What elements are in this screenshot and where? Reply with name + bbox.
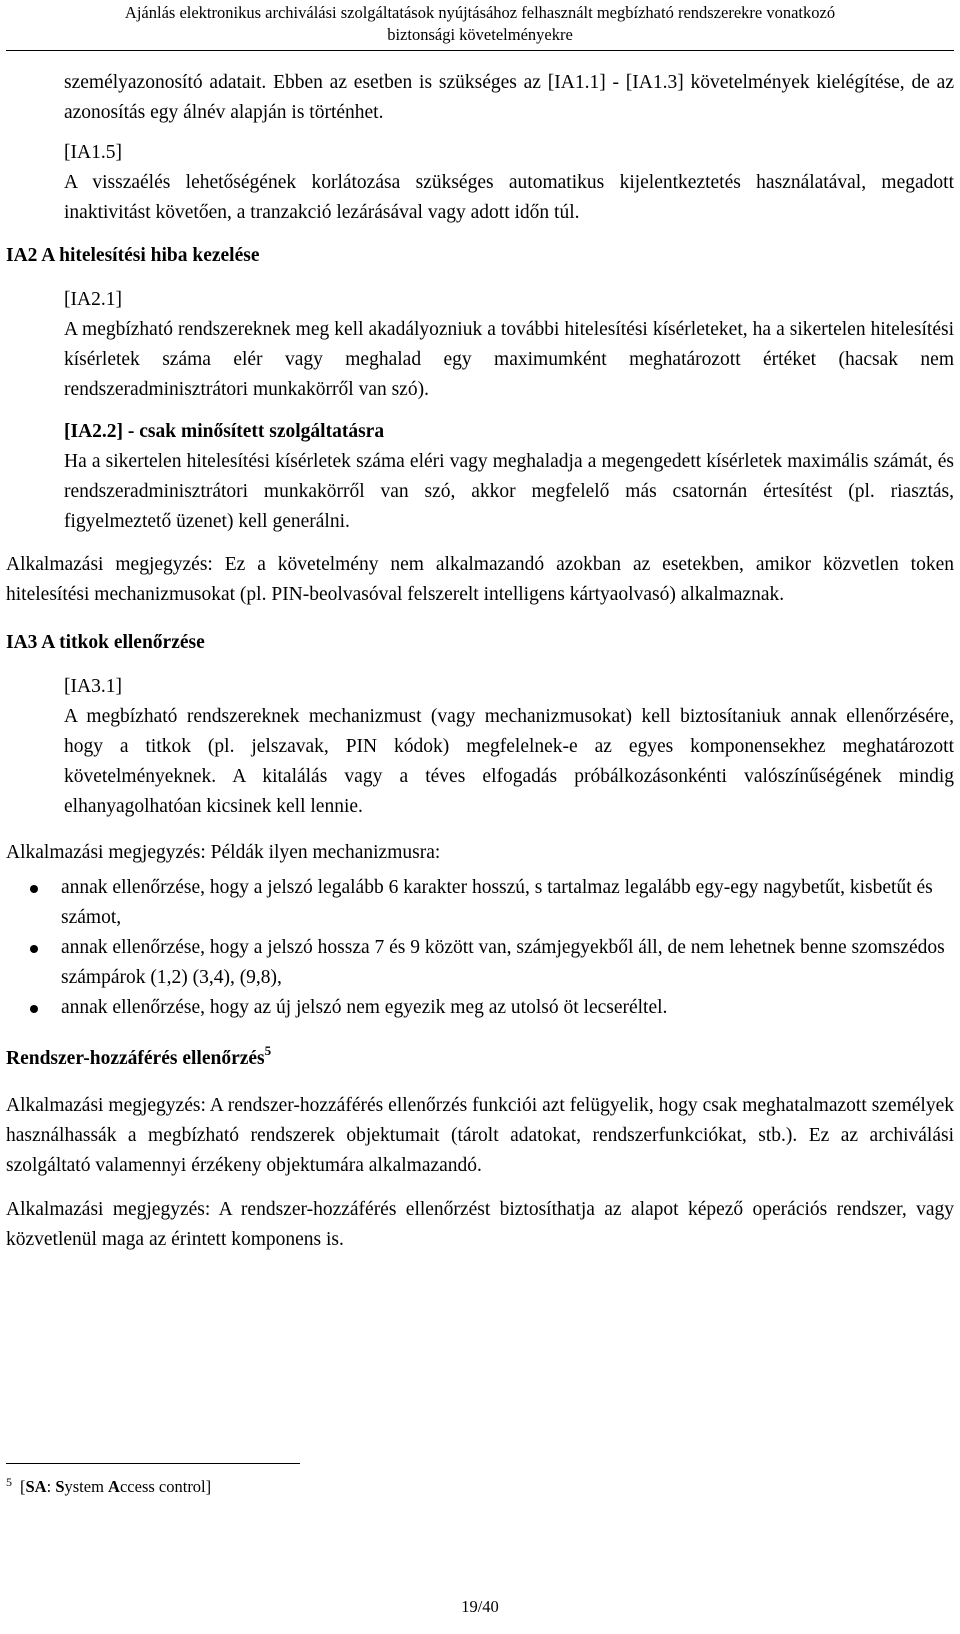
running-header bbox=[0, 2, 960, 46]
requirement-text: A megbízható rendszereknek mechanizmust (vagy mechanizmusokat) kell biztosítaniuk annak ellenőrzésére, hogy a titkok (pl. jelszavak, PIN kódok) megfelelnek-e az egyes komponensekhez meghatározott követelményeknek. A kitalálás vagy a téves elfogadás próbálkozásonkénti valószínűségének mindig elhanyagolhatóan kicsinek kell lennie. bbox=[64, 706, 954, 817]
section-heading-ia3: IA3 A titkok ellenőrzése bbox=[6, 632, 205, 653]
section-heading-ia2: IA2 A hitelesítési hiba kezelése bbox=[6, 245, 260, 266]
requirement-id: [IA2.2] - csak minősített szolgáltatásra bbox=[64, 421, 385, 442]
list-item: annak ellenőrzése, hogy az új jelszó nem egyezik meg az utolsó öt lecseréltel. bbox=[6, 993, 954, 1023]
example-list bbox=[6, 873, 954, 1023]
application-note-ia2: Alkalmazási megjegyzés: Ez a követelmény nem alkalmazandó azokban az esetekben, amikor közvetlen token hitelesítési mechanizmusokat (pl. PIN-beolvasóval felszerelt intelligens kártyaolvasó) alkalmaznak. bbox=[6, 554, 954, 605]
footnote bbox=[6, 1476, 211, 1498]
footnote-divider bbox=[6, 1463, 300, 1464]
application-note-sa-2: Alkalmazási megjegyzés: A rendszer-hozzáférés ellenőrzést biztosíthatja az alapot képező operációs rendszer, vagy közvetlenül maga az érintett komponens is. bbox=[6, 1199, 954, 1250]
footnote-reference[interactable]: 5 bbox=[264, 1042, 272, 1058]
application-note-sa-1: Alkalmazási megjegyzés: A rendszer-hozzáférés ellenőrzés funkciói azt felügyelik, hogy csak meghatalmazott személyek használhassák a megbízható rendszerek objektumait (tárolt adatokat, rendszerfunkciókat, stb.). Ez az archiválási szolgáltató valamennyi érzékeny objektumára alkalmazandó. bbox=[6, 1095, 954, 1176]
header-line-2: biztonsági követelményekre bbox=[387, 25, 573, 44]
requirement-ia2-1 bbox=[64, 285, 954, 405]
header-line-1: Ajánlás elektronikus archiválási szolgáltatások nyújtásához felhasznált megbízható rendszerekre vonatkozó bbox=[124, 3, 836, 22]
requirement-text: A megbízható rendszereknek meg kell akadályozniuk a további hitelesítési kísérleteket, ha a sikertelen hitelesítési kísérletek száma elér vagy meghalad egy maximumként meghatározott értéket (hacsak nem rendszeradminisztrátori munkakörről van szó). bbox=[64, 319, 954, 400]
requirement-text: Ha a sikertelen hitelesítési kísérletek száma eléri vagy meghaladja a megengedett kísérletek maximális számát, és rendszeradminisztrátori munkakörről van szó, akkor megfelelő más csatornán értesítést (pl. riasztás, figyelmeztető üzenet) kell generálni. bbox=[64, 451, 954, 532]
footnote-text: [SA: System Access control] bbox=[20, 1477, 212, 1496]
requirement-text: A visszaélés lehetőségének korlátozása szükséges automatikus kijelentkeztetés használatával, megadott inaktivitást követően, a tranzakció lezárásával vagy adott időn túl. bbox=[64, 172, 954, 223]
page-number: 19/40 bbox=[461, 1597, 499, 1616]
requirement-id: [IA2.1] bbox=[64, 289, 122, 310]
requirement-id: [IA1.5] bbox=[64, 142, 122, 163]
list-item: annak ellenőrzése, hogy a jelszó legalább 6 karakter hosszú, s tartalmaz legalább egy-egy nagybetűt, kisbetűt és számot, bbox=[6, 873, 954, 933]
page-body bbox=[6, 68, 954, 1255]
bullet-icon bbox=[30, 1005, 38, 1013]
requirement-id: [IA3.1] bbox=[64, 676, 122, 697]
header-divider bbox=[6, 50, 954, 51]
requirement-ia2-2 bbox=[64, 417, 954, 537]
requirement-ia1-5 bbox=[64, 138, 954, 228]
bullet-icon bbox=[30, 885, 38, 893]
paragraph-continuation: személyazonosító adatait. Ebben az esetben is szükséges az [IA1.1] - [IA1.3] követelmények kielégítése, de az azonosítás egy álnév alapján is történhet. bbox=[64, 72, 954, 123]
requirement-ia3-1 bbox=[64, 672, 954, 822]
footnote-number: 5 bbox=[6, 1474, 12, 1489]
section-heading-sa: Rendszer-hozzáférés ellenőrzés$^5$ bbox=[6, 1042, 272, 1069]
bullet-icon bbox=[30, 945, 38, 953]
application-note-ia3-intro: Alkalmazási megjegyzés: Példák ilyen mechanizmusra: bbox=[6, 842, 441, 863]
list-item: annak ellenőrzése, hogy a jelszó hossza 7 és 9 között van, számjegyekből áll, de nem lehetnek benne szomszédos számpárok (1,2) (3,4), (9,8), bbox=[6, 933, 954, 993]
